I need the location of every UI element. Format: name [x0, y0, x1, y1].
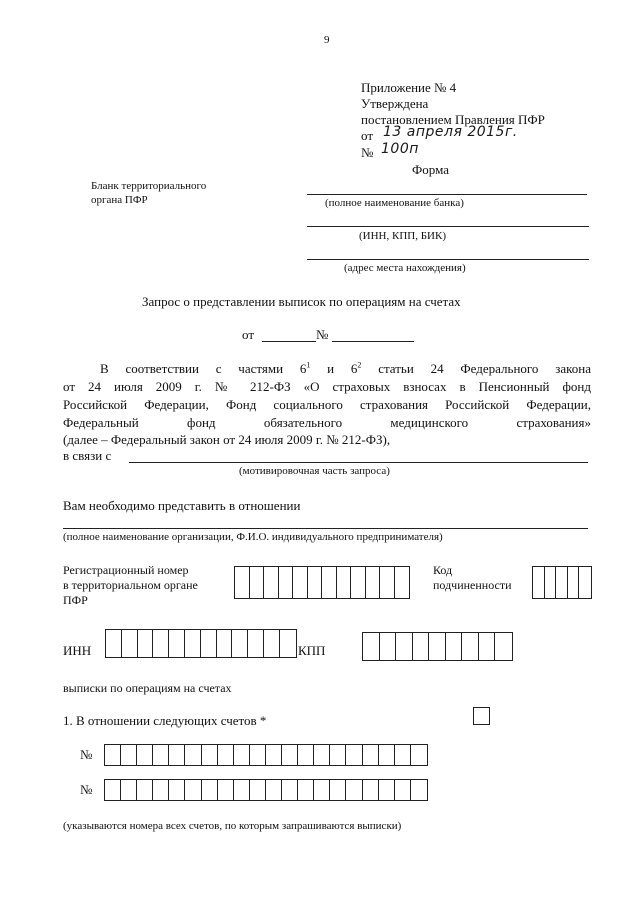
- char-cell[interactable]: [106, 630, 122, 657]
- char-cell[interactable]: [185, 630, 201, 657]
- paragraph-line2: от 24 июля 2009 г. № 212-ФЗ «О страховых взносах в Пенсионный фонд: [63, 379, 591, 394]
- motive-line[interactable]: [129, 462, 588, 463]
- request-date-line[interactable]: [262, 341, 316, 342]
- resolution-number-prefix: №: [361, 145, 374, 160]
- section1-heading: 1. В отношении следующих счетов *: [63, 713, 267, 728]
- char-cell[interactable]: [462, 633, 479, 660]
- char-cell[interactable]: [105, 745, 121, 765]
- subordination-label-line1: Код: [433, 563, 453, 577]
- char-cell[interactable]: [363, 745, 379, 765]
- char-cell[interactable]: [346, 745, 362, 765]
- char-cell[interactable]: [153, 745, 169, 765]
- kpp-label: КПП: [298, 643, 326, 658]
- char-cell[interactable]: [137, 780, 153, 800]
- char-cell[interactable]: [279, 567, 294, 598]
- char-cell[interactable]: [545, 567, 557, 598]
- subordination-label-line2: подчиненности: [433, 578, 512, 592]
- char-cell[interactable]: [298, 745, 314, 765]
- resolution-number-handwritten: 100п: [381, 141, 419, 157]
- organization-caption: (полное наименование организации, Ф.И.О. индивидуального предпринимателя): [63, 531, 443, 543]
- char-cell[interactable]: [363, 780, 379, 800]
- organization-line[interactable]: [63, 528, 588, 529]
- account1-cells[interactable]: [104, 744, 428, 766]
- bank-address-line[interactable]: [307, 259, 589, 260]
- char-cell[interactable]: [298, 780, 314, 800]
- char-cell[interactable]: [308, 567, 323, 598]
- char-cell[interactable]: [322, 567, 337, 598]
- kpp-cells[interactable]: [362, 632, 513, 661]
- char-cell[interactable]: [138, 630, 154, 657]
- char-cell[interactable]: [379, 780, 395, 800]
- char-cell[interactable]: [121, 780, 137, 800]
- char-cell[interactable]: [201, 630, 217, 657]
- char-cell[interactable]: [568, 567, 580, 598]
- char-cell[interactable]: [346, 780, 362, 800]
- required-label: Вам необходимо представить в отношении: [63, 498, 301, 513]
- char-cell[interactable]: [218, 780, 234, 800]
- char-cell[interactable]: [479, 633, 496, 660]
- char-cell[interactable]: [446, 633, 463, 660]
- char-cell[interactable]: [232, 630, 248, 657]
- form-label: Форма: [412, 162, 449, 177]
- bank-address-caption: (адрес места нахождения): [344, 262, 466, 274]
- char-cell[interactable]: [363, 633, 380, 660]
- reg-number-label-line1: Регистрационный номер: [63, 563, 189, 577]
- page-number: 9: [324, 34, 330, 46]
- char-cell[interactable]: [185, 780, 201, 800]
- char-cell[interactable]: [250, 745, 266, 765]
- char-cell[interactable]: [314, 780, 330, 800]
- accounts-caption: (указываются номера всех счетов, по которым запрашиваются выписки): [63, 820, 402, 832]
- char-cell[interactable]: [533, 567, 545, 598]
- char-cell[interactable]: [266, 780, 282, 800]
- char-cell[interactable]: [250, 567, 265, 598]
- char-cell[interactable]: [395, 567, 410, 598]
- char-cell[interactable]: [314, 745, 330, 765]
- char-cell[interactable]: [137, 745, 153, 765]
- char-cell[interactable]: [495, 633, 512, 660]
- char-cell[interactable]: [282, 780, 298, 800]
- char-cell[interactable]: [153, 780, 169, 800]
- char-cell[interactable]: [248, 630, 264, 657]
- paragraph-line5: (далее – Федеральный закон от 24 июля 2009 г. № 212-ФЗ),: [63, 432, 391, 447]
- char-cell[interactable]: [218, 745, 234, 765]
- char-cell[interactable]: [395, 780, 411, 800]
- char-cell[interactable]: [293, 567, 308, 598]
- char-cell[interactable]: [330, 745, 346, 765]
- resolution-label: постановлением Правления ПФР: [361, 112, 545, 127]
- char-cell[interactable]: [264, 630, 280, 657]
- paragraph-line4: Федеральный фонд обязательного медицинского страхования»: [63, 415, 591, 430]
- sender-line2: органа ПФР: [91, 194, 148, 206]
- char-cell[interactable]: [105, 780, 121, 800]
- char-cell[interactable]: [169, 630, 185, 657]
- char-cell[interactable]: [429, 633, 446, 660]
- reg-number-label-line3: ПФР: [63, 593, 88, 607]
- char-cell[interactable]: [379, 745, 395, 765]
- motive-caption: (мотивировочная часть запроса): [239, 465, 390, 477]
- reg-number-label-line2: в территориальном органе: [63, 578, 198, 592]
- char-cell[interactable]: [280, 630, 296, 657]
- account1-sign: №: [80, 747, 93, 762]
- bank-ids-caption: (ИНН, КПП, БИК): [359, 230, 446, 242]
- inn-cells[interactable]: [105, 629, 297, 658]
- char-cell[interactable]: [366, 567, 381, 598]
- char-cell[interactable]: [122, 630, 138, 657]
- char-cell[interactable]: [395, 745, 411, 765]
- char-cell[interactable]: [380, 633, 397, 660]
- char-cell[interactable]: [202, 745, 218, 765]
- subordination-cells[interactable]: [532, 566, 592, 599]
- appendix-number: Приложение № 4: [361, 80, 457, 95]
- inn-label: ИНН: [63, 643, 92, 658]
- char-cell[interactable]: [235, 567, 250, 598]
- char-cell[interactable]: [579, 567, 591, 598]
- bank-ids-line[interactable]: [307, 226, 589, 227]
- reg-number-cells[interactable]: [234, 566, 410, 599]
- request-number-sign: №: [316, 327, 329, 342]
- section1-checkbox[interactable]: [473, 707, 490, 725]
- approved-label: Утверждена: [361, 96, 429, 111]
- char-cell[interactable]: [169, 745, 185, 765]
- char-cell[interactable]: [411, 780, 427, 800]
- in-connection-label: в связи с: [63, 448, 112, 463]
- account2-sign: №: [80, 782, 93, 797]
- char-cell[interactable]: [169, 780, 185, 800]
- char-cell[interactable]: [264, 567, 279, 598]
- sender-line1: Бланк территориального: [91, 180, 207, 192]
- char-cell[interactable]: [556, 567, 568, 598]
- paragraph-line1: В соответствии с частями $6^1$ и $6^2$ статьи 24 Федерального закона: [100, 360, 592, 376]
- resolution-date-prefix: от: [361, 128, 374, 143]
- account2-cells[interactable]: [104, 779, 428, 801]
- char-cell[interactable]: [250, 780, 266, 800]
- char-cell[interactable]: [202, 780, 218, 800]
- char-cell[interactable]: [380, 567, 395, 598]
- char-cell[interactable]: [217, 630, 233, 657]
- document-title: Запрос о представлении выписок по операциям на счетах: [142, 294, 461, 309]
- char-cell[interactable]: [411, 745, 427, 765]
- char-cell[interactable]: [413, 633, 430, 660]
- char-cell[interactable]: [351, 567, 366, 598]
- resolution-date-handwritten: 13 апреля 2015г.: [383, 124, 518, 140]
- statements-label: выписки по операциям на счетах: [63, 681, 232, 695]
- char-cell[interactable]: [337, 567, 352, 598]
- char-cell[interactable]: [185, 745, 201, 765]
- char-cell[interactable]: [234, 780, 250, 800]
- char-cell[interactable]: [330, 780, 346, 800]
- bank-name-caption: (полное наименование банка): [325, 197, 464, 209]
- request-date-label: от: [242, 327, 255, 342]
- char-cell[interactable]: [396, 633, 413, 660]
- request-number-line[interactable]: [332, 341, 414, 342]
- char-cell[interactable]: [282, 745, 298, 765]
- char-cell[interactable]: [121, 745, 137, 765]
- bank-name-line[interactable]: [307, 194, 587, 195]
- char-cell[interactable]: [266, 745, 282, 765]
- paragraph-line3: Российской Федерации, Фонд социального страхования Российской Федерации,: [63, 397, 591, 412]
- char-cell[interactable]: [234, 745, 250, 765]
- char-cell[interactable]: [153, 630, 169, 657]
